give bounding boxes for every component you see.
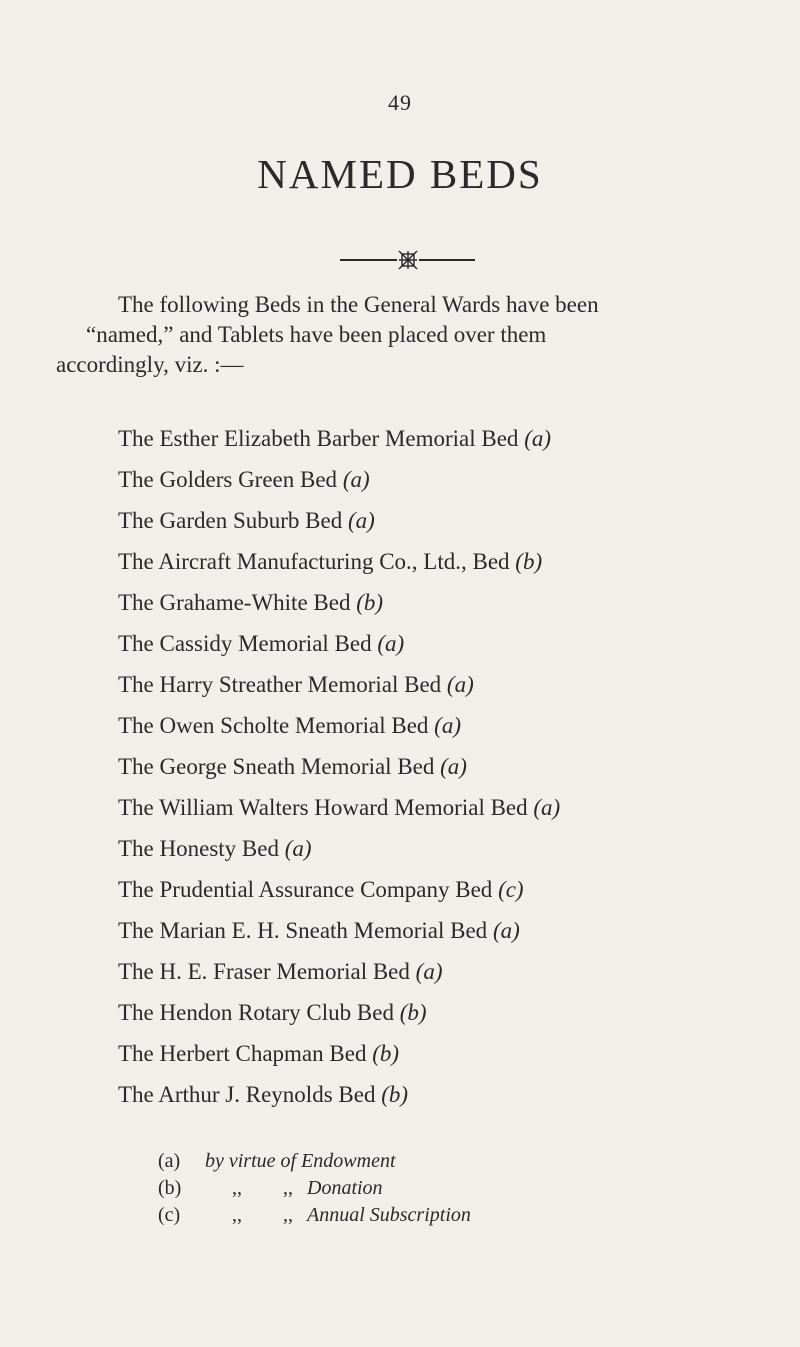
list-item [118, 992, 778, 1033]
title-ornament [340, 250, 475, 270]
bed-name: The Esther Elizabeth Barber Memorial Bed [118, 426, 519, 451]
list-item [118, 623, 778, 664]
page-title: NAMED BEDS [257, 151, 543, 197]
legend-key: (b) [158, 1177, 182, 1199]
named-beds-list [118, 418, 778, 1115]
list-item [118, 1033, 778, 1074]
bed-code: (a) [492, 918, 520, 943]
intro-paragraph [56, 290, 756, 380]
page-number: 49 [388, 90, 412, 115]
list-item [118, 459, 778, 500]
bed-code: (b) [372, 1041, 400, 1066]
legend-text: by virtue of Endowment [205, 1150, 396, 1172]
bed-code: (a) [533, 795, 561, 820]
list-item [118, 582, 778, 623]
ditto-mark: ,, [232, 1177, 242, 1199]
intro-line: accordingly, viz. :— [56, 352, 244, 377]
legend-row [158, 1148, 718, 1175]
bed-name: The Honesty Bed [118, 836, 279, 861]
bed-code: (b) [399, 1000, 427, 1025]
intro-line: “named,” and Tablets have been placed over them [86, 322, 547, 347]
list-item [118, 828, 778, 869]
ditto-mark: ,, [232, 1204, 242, 1226]
intro-line: The following Beds in the General Wards have been [118, 292, 599, 317]
bed-code: (a) [524, 426, 552, 451]
list-item [118, 705, 778, 746]
bed-code: (a) [434, 713, 461, 738]
list-item [118, 418, 778, 459]
bed-name: The Aircraft Manufacturing Co., Ltd., Bed [118, 549, 510, 574]
bed-name: The Garden Suburb Bed [118, 508, 343, 533]
list-item [118, 541, 778, 582]
legend-text: Annual Subscription [307, 1204, 471, 1226]
bed-code: (a) [284, 836, 312, 861]
bed-name: The Hendon Rotary Club Bed [118, 1000, 394, 1025]
bed-code: (b) [381, 1082, 409, 1107]
bed-name: The Arthur J. Reynolds Bed [118, 1082, 376, 1107]
list-item [118, 869, 778, 910]
list-item [118, 746, 778, 787]
bed-code: (c) [498, 877, 524, 902]
legend [158, 1148, 718, 1229]
list-item [118, 787, 778, 828]
bed-name: The William Walters Howard Memorial Bed [118, 795, 528, 820]
bed-name: The Prudential Assurance Company Bed [118, 877, 493, 902]
bed-name: The Grahame-White Bed [118, 590, 351, 615]
bed-code: (a) [446, 672, 474, 697]
bed-name: The Cassidy Memorial Bed [118, 631, 372, 656]
legend-key: (a) [158, 1150, 181, 1172]
bed-name: The Owen Scholte Memorial Bed [118, 713, 429, 738]
bed-name: The Marian E. H. Sneath Memorial Bed [118, 918, 488, 943]
bed-name: The Golders Green Bed [118, 467, 338, 492]
bed-name: The George Sneath Memorial Bed [118, 754, 435, 779]
bed-code: (b) [356, 590, 384, 615]
bed-code: (a) [342, 467, 370, 492]
bed-code: (a) [415, 959, 443, 984]
legend-row [158, 1202, 718, 1229]
list-item [118, 1074, 778, 1115]
bed-code: (a) [347, 508, 375, 533]
ditto-mark: ,, [283, 1204, 293, 1226]
bed-code: (a) [377, 631, 405, 656]
list-item [118, 500, 778, 541]
bed-name: The Herbert Chapman Bed [118, 1041, 367, 1066]
list-item [118, 951, 778, 992]
legend-text: Donation [307, 1177, 383, 1199]
list-item [118, 664, 778, 705]
bed-code: (b) [515, 549, 543, 574]
bed-code: (a) [440, 754, 467, 779]
ditto-mark: ,, [283, 1177, 293, 1199]
ornament-rule-left [340, 259, 397, 261]
legend-key: (c) [158, 1204, 181, 1226]
ornament-icon [398, 250, 418, 270]
ornament-rule-right [419, 259, 475, 261]
bed-name: The Harry Streather Memorial Bed [118, 672, 442, 697]
legend-row [158, 1175, 718, 1202]
list-item [118, 910, 778, 951]
bed-name: The H. E. Fraser Memorial Bed [118, 959, 410, 984]
